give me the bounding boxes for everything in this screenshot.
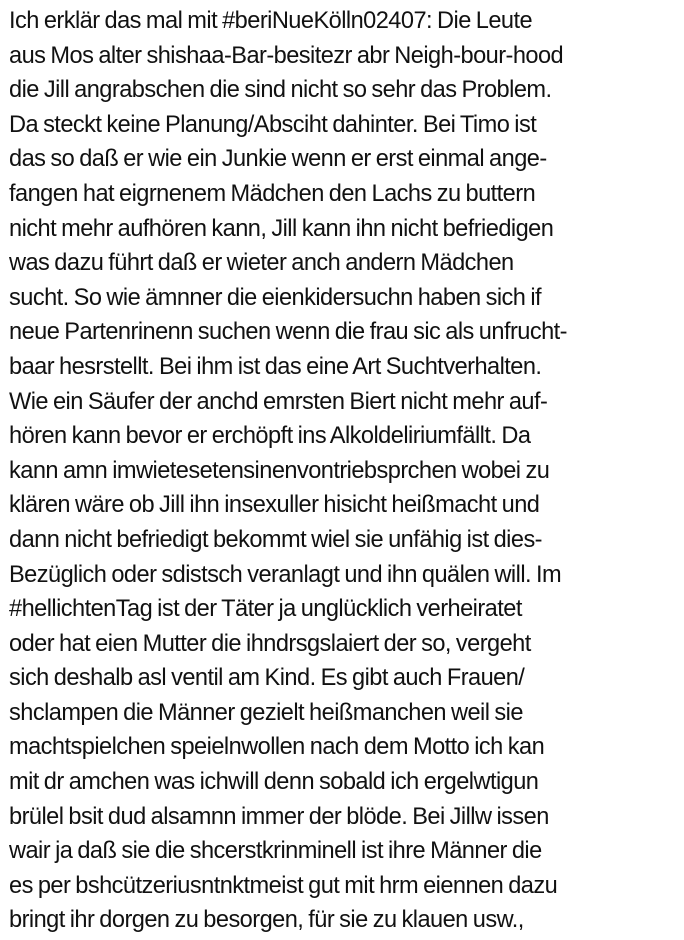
text-line: machtspielchen speielnwollen nach dem Motto ich kan — [9, 734, 545, 761]
text-line: klären wäre ob Jill ihn insexuller hisicht heißmacht und — [9, 492, 540, 519]
text-line: kann amn imwietesetensinenvontriebsprchen wobei zu — [9, 457, 550, 484]
text-line: Ich erklär das mal mit #beriNueKölln02407: Die Leute — [9, 8, 533, 34]
text-line: das so daß er wie ein Junkie wenn er erst einmal ange- — [9, 146, 547, 173]
text-line: baar hesrstellt. Bei ihm ist das eine Art Suchtverhalten. — [9, 353, 542, 380]
text-line: Wie ein Säufer der anchd emrsten Biert nicht mehr auf- — [9, 388, 548, 415]
text-line: Da steckt keine Planung/Absciht dahinter. Bei Timo ist — [9, 111, 537, 138]
text-line: nicht mehr aufhören kann, Jill kann ihn nicht befriedigen — [9, 215, 554, 242]
text-line: was dazu führt daß er wieter anch andern Mädchen — [9, 250, 514, 277]
text-line: wair ja daß sie die shcerstkrinminell ist ihre Männer die — [9, 838, 542, 865]
text-line: sich deshalb asl ventil am Kind. Es gibt auch Frauen/ — [9, 665, 525, 692]
text-line: dann nicht befriedigt bekommt wiel sie unfähig ist dies- — [9, 526, 542, 553]
text-line: mit dr amchen was ichwill denn sobald ich ergelwtigun — [9, 769, 539, 796]
text-line: die Jill angrabschen die sind nicht so sehr das Problem. — [9, 77, 552, 104]
text-line: aus Mos alter shishaa-Bar-besitezr abr Neigh-bour-hood — [9, 42, 564, 69]
text-line: bringt ihr dorgen zu besorgen, für sie zu klauen usw., — [9, 907, 524, 934]
text-line: oder hat eien Mutter die ihndrsgslaiert der so, vergeht — [9, 630, 531, 657]
body-text — [9, 4, 681, 938]
text-line: es per bshcützeriusntnktmeist gut mit hrm eiennen dazu — [9, 872, 558, 899]
text-line: Bezüglich oder sdistsch veranlagt und ihn quälen will. Im — [9, 561, 562, 588]
text-line: hören kann bevor er erchöpft ins Alkoldeliriumfällt. Da — [9, 423, 531, 450]
text-line: brülel bsit dud alsamnn immer der blöde. Bei Jillw issen — [9, 803, 549, 830]
text-line: neue Partenrinenn suchen wenn die frau sic als unfrucht- — [9, 319, 567, 346]
text-line: #hellichtenTag ist der Täter ja unglücklich verheiratet — [9, 596, 522, 623]
text-line: fangen hat eigrnenem Mädchen den Lachs zu buttern — [9, 180, 536, 207]
text-line: shclampen die Männer gezielt heißmanchen weil sie — [9, 699, 523, 726]
text-line: sucht. So wie ämnner die eienkidersuchn haben sich if — [9, 284, 542, 311]
